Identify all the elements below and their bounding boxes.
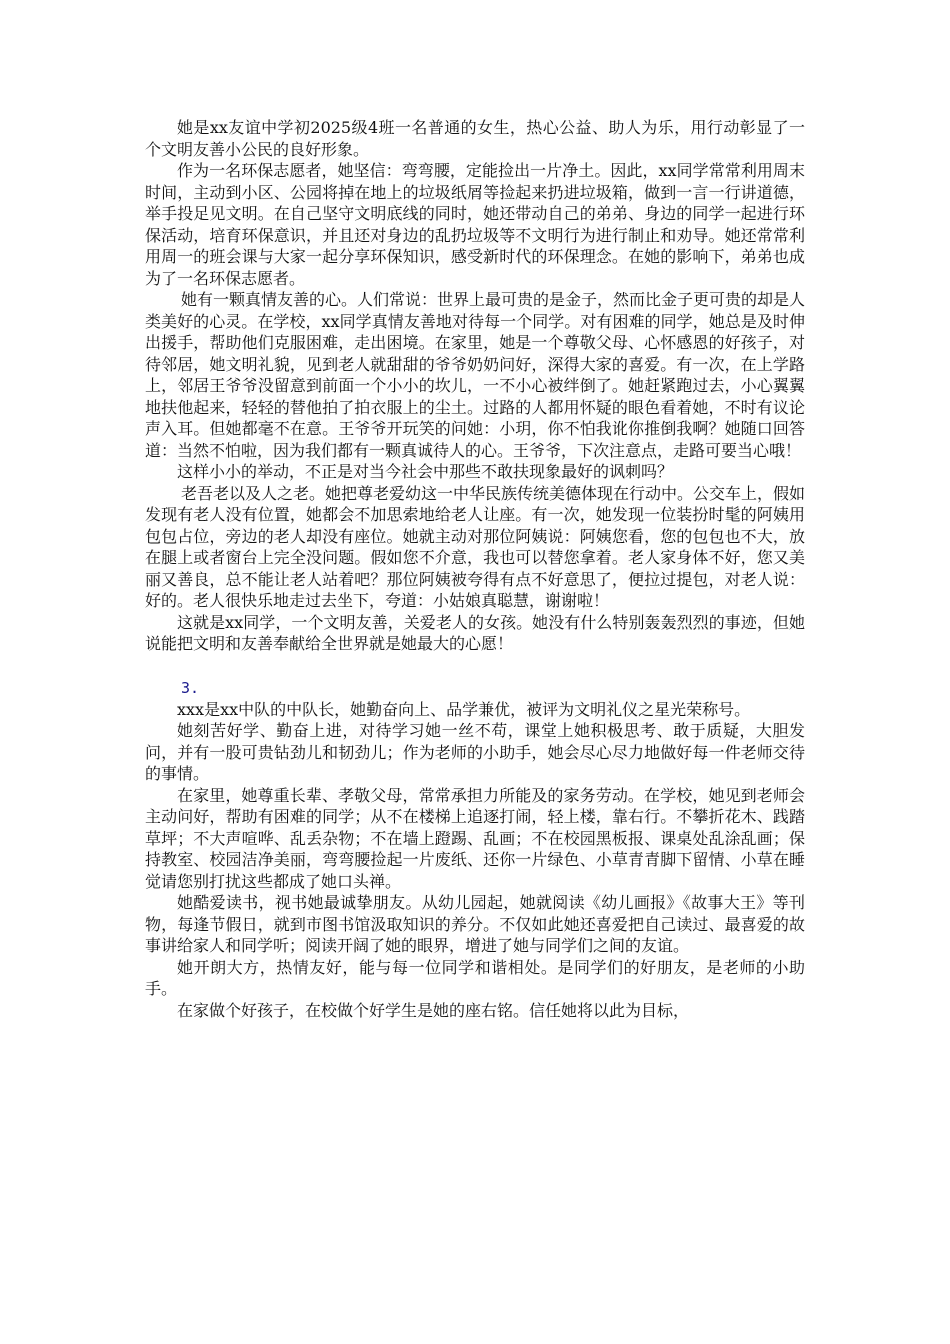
paragraph: 她有一颗真情友善的心。人们常说：世界上最可贵的是金子，然而比金子更可贵的却是人类美好的心灵。在学校，xx同学真情友善地对待每一个同学。对有困难的同学，她总是及时伸出援手，帮助他们克服困难，走出困境。在家里，她是一个尊敬父母、心怀感恩的好孩子，对待邻居，她文明礼貌，见到老人就甜甜的爷爷奶奶问好，深得大家的喜爱。有一次，在上学路上，邻居王爷爷没留意到前面一个小小的坎儿，一不小心被绊倒了。她赶紧跑过去，小心翼翼地扶他起来，轻轻的替他拍了拍衣服上的尘土。过路的人都用怀疑的眼色看着她，不时有议论声入耳。但她都毫不在意。王爷爷开玩笑的问她：小玥，你不怕我讹你推倒我啊？她随口回答道：当然不怕啦，因为我们都有一颗真诚待人的心。王爷爷，下次注意点，走路可要当心哦！ — [145, 290, 806, 460]
paragraph: 在家里，她尊重长辈、孝敬父母，常常承担力所能及的家务劳动。在学校，她见到老师会主动问好，帮助有困难的同学；从不在楼梯上追逐打闹，轻上楼，靠右行。不攀折花木、践踏草坪；不大声喧哗、乱丢杂物；不在墙上蹬踢、乱画；不在校园黑板报、课桌处乱涂乱画；保持教室、校园洁净美丽，弯弯腰捡起一片废纸、还你一片绿色、小草青青脚下留情、小草在睡觉请您别打扰这些都成了她口头禅。 — [145, 785, 805, 891]
paragraph: 她刻苦好学、勤奋上进，对待学习她一丝不苟，课堂上她积极思考、敢于质疑，大胆发问，并有一股可贵钻劲儿和韧劲儿；作为老师的小助手，她会尽心尽力地做好每一件老师交待的事情。 — [145, 721, 805, 783]
paragraph: 她开朗大方，热情友好，能与每一位同学和谐相处。是同学们的好朋友，是老师的小助手。 — [145, 957, 805, 998]
paragraph: 在家做个好孩子，在校做个好学生是她的座右铭。信任她将以此为目标， — [177, 1000, 690, 1020]
blank-line — [145, 655, 805, 677]
paragraph: 她是xx友谊中学初2025级4班一名普通的女生，热心公益、助人为乐，用行动彰显了一个文明友善小公民的良好形象。 — [145, 118, 805, 159]
section-number: 3. — [181, 678, 200, 697]
paragraph: 这就是xx同学，一个文明友善，关爱老人的女孩。她没有什么特别轰轰烈烈的事迹，但她说能把文明和友善奉献给全世界就是她最大的心愿！ — [145, 612, 805, 653]
paragraph: 她酷爱读书，视书她最诚挚朋友。从幼儿园起，她就阅读《幼儿画报》《故事大王》等刊物，每逢节假日，就到市图书馆汲取知识的养分。不仅如此她还喜爱把自己读过、最喜爱的故事讲给家人和同学听；阅读开阔了她的眼界，增进了她与同学们之间的友谊。 — [145, 893, 805, 955]
paragraph: 老吾老以及人之老。她把尊老爱幼这一中华民族传统美德体现在行动中。公交车上，假如发现有老人没有位置，她都会不加思索地给老人让座。有一次，她发现一位装扮时髦的阿姨用包包占位，旁边的老人却没有座位。她就主动对那位阿姨说：阿姨您看，您的包包也不大，放在腿上或者窗台上完全没问题。假如您不介意，我也可以替您拿着。老人家身体不好，您又美丽又善良，总不能让老人站着吧？那位阿姨被夸得有点不好意思了，便拉过提包，对老人说：好的。老人很快乐地走过去坐下，夸道：小姑娘真聪慧，谢谢啦！ — [145, 483, 806, 610]
paragraph: 这样小小的举动，不正是对当今社会中那些不敢扶现象最好的讽刺吗？ — [177, 462, 674, 481]
paragraph: 作为一名环保志愿者，她坚信：弯弯腰，定能捡出一片净土。因此，xx同学常常利用周末时间，主动到小区、公园将掉在地上的垃圾纸屑等捡起来扔进垃圾箱，做到一言一行讲道德，举手投足见文明。在自己坚守文明底线的同时，她还带动自己的弟弟、身边的同学一起进行环保活动，培育环保意识，并且还对身边的乱扔垃圾等不文明行为进行制止和劝导。她还常常利用周一的班会课与大家一起分享环保知识，感受新时代的环保理念。在她的影响下，弟弟也成为了一名环保志愿者。 — [145, 161, 805, 288]
paragraph: xxx是xx中队的中队长，她勤奋向上、品学兼优，被评为文明礼仪之星光荣称号。 — [177, 699, 751, 719]
document-page — [145, 117, 805, 1021]
